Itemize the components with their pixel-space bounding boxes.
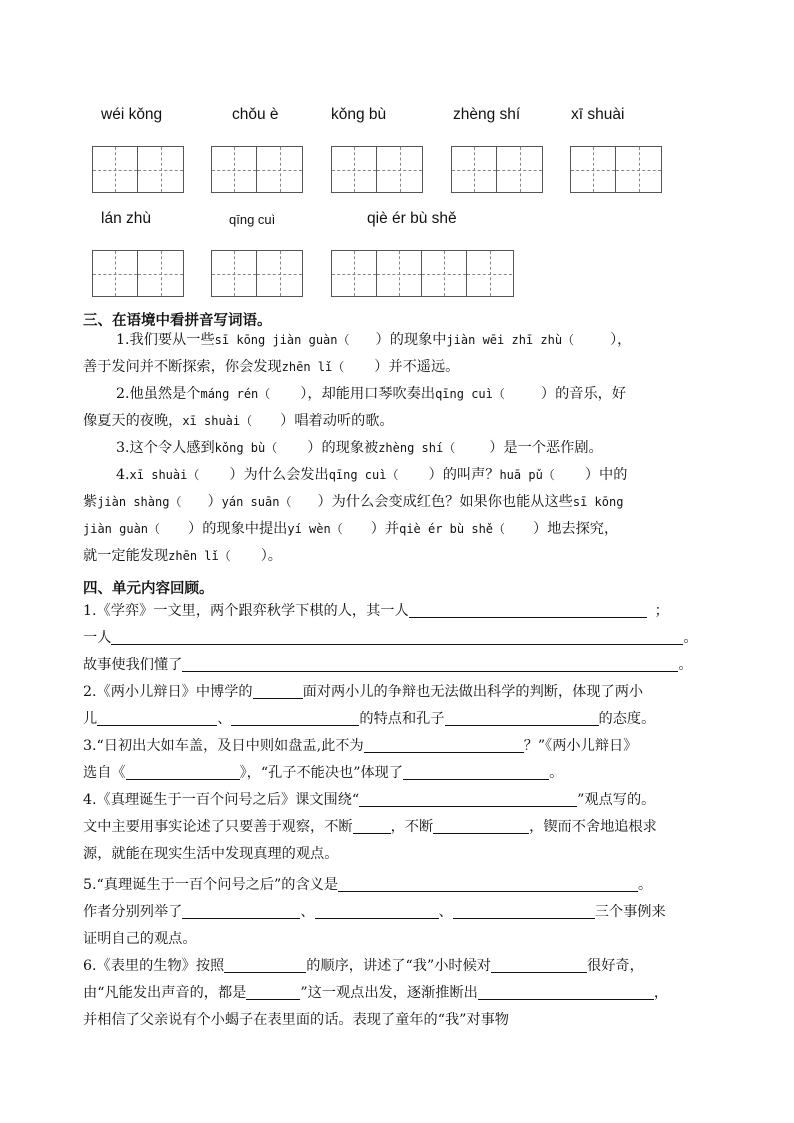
answer-blank[interactable]: [246, 983, 300, 1000]
s4-line: 6.《表里的生物》按照 的顺序，讲述了“我”小时候对 很好奇，: [83, 958, 644, 974]
q4-line1: 4.xī shuài（ ）为什么会发出qīng cuì（ ）的叫声？huā pǔ（ ）中的: [116, 467, 628, 483]
writing-grid[interactable]: [211, 250, 303, 297]
writing-grid[interactable]: [211, 146, 303, 193]
s4-line: 5.“真理诞生于一百个问号之后”的含义是 。: [83, 877, 653, 893]
answer-blank[interactable]: [182, 902, 300, 919]
answer-blank[interactable]: [97, 709, 217, 726]
section-3-title: 三、在语境中看拼音写词语。: [83, 312, 272, 329]
answer-blank[interactable]: [359, 790, 577, 807]
q4-line3: jiàn guàn（ ）的现象中提出yí wèn（ ）并qiè ér bù shě（ ）地去探究，: [83, 521, 619, 537]
answer-blank[interactable]: [364, 736, 524, 753]
q1-line1: 1.我们要从一些sī kōng jiàn guàn（ ）的现象中jiàn wēi zhī zhù（ ），: [116, 332, 632, 348]
answer-blank[interactable]: [409, 601, 647, 618]
answer-blank[interactable]: [433, 817, 529, 834]
answer-blank[interactable]: [445, 709, 599, 726]
q4-line4: 就一定能发现zhēn lǐ（ ）。: [83, 548, 282, 564]
pinyin-label: chǒu è: [232, 106, 279, 123]
pinyin-label: wéi kǒng: [101, 106, 163, 123]
s4-line: 文中主要用事实论述了只要善于观察，不断 ，不断 ，锲而不舍地追根求: [83, 819, 657, 835]
s4-line: 作者分别列举了 、 、 三个事例来: [83, 904, 666, 920]
answer-blank[interactable]: [253, 682, 303, 699]
s4-line: 选自《 》，“孔子不能决也”体现了 。: [83, 765, 564, 781]
answer-blank[interactable]: [403, 763, 549, 780]
writing-grid[interactable]: [451, 146, 543, 193]
answer-blank[interactable]: [224, 956, 306, 973]
pinyin-label: qiè ér bù shě: [367, 210, 457, 227]
answer-blank[interactable]: [111, 628, 683, 645]
pinyin-label: kǒng bù: [331, 106, 387, 123]
answer-blank[interactable]: [491, 956, 587, 973]
s4-line: 儿 、 的特点和孔子 的态度。: [83, 711, 656, 727]
answer-blank[interactable]: [353, 817, 391, 834]
s4-line: 证明自己的观点。: [83, 931, 197, 947]
q4-line2: 紫jiàn shàng（ ）yán suān（ ）为什么会变成红色？如果你也能从这些sī kōng: [83, 494, 624, 510]
s4-line: 一人 。: [83, 630, 698, 646]
s4-line: 由“凡能发出声音的，都是 ”这一观点出发，逐渐推断出 ，: [83, 985, 669, 1001]
answer-blank[interactable]: [453, 902, 595, 919]
s4-line: 2.《两小儿辩日》中博学的 面对两小儿的争辩也无法做出科学的判断，体现了两小: [83, 684, 644, 700]
answer-blank[interactable]: [231, 709, 359, 726]
q2-line2: 像夏天的夜晚，xī shuài（ ）唱着动听的歌。: [83, 413, 394, 429]
writing-grid[interactable]: [570, 146, 662, 193]
answer-blank[interactable]: [126, 763, 240, 780]
pinyin-label: qīng cuì: [229, 212, 276, 227]
pinyin-label: lán zhù: [101, 210, 151, 227]
pinyin-label: zhèng shí: [453, 106, 521, 123]
answer-blank[interactable]: [315, 902, 439, 919]
q1-line2: 善于发问并不断探索，你会发现zhēn lǐ（ ）并不遥远。: [83, 359, 460, 375]
answer-blank[interactable]: [338, 875, 638, 892]
writing-grid[interactable]: [331, 250, 514, 297]
s4-line: 4.《真理诞生于一百个问号之后》课文围绕“ ”观点写的。: [83, 792, 656, 808]
answer-blank[interactable]: [182, 655, 678, 672]
s4-line: 并相信了父亲说有个小蝎子在表里面的话。表现了童年的“我”对事物: [83, 1012, 509, 1028]
s4-line: 3.“日初出大如车盖，及日中则如盘盂,此不为 ？”《两小儿辩日》: [83, 738, 638, 754]
section-4-title: 四、单元内容回顾。: [83, 580, 214, 597]
pinyin-label: xī shuài: [571, 106, 625, 123]
s4-line: 1.《学弈》一文里，两个跟弈秋学下棋的人，其一人 ；: [83, 603, 669, 619]
q3-line: 3.这个令人感到kǒng bù（ ）的现象被zhèng shí（ ）是一个恶作剧。: [116, 440, 603, 456]
s4-line: 故事使我们懂了 。: [83, 657, 693, 673]
s4-line: 源，就能在现实生活中发现真理的观点。: [83, 846, 339, 862]
q2-line1: 2.他虽然是个máng rén（ ），却能用口琴吹奏出qīng cuì（ ）的音乐，好: [116, 386, 627, 402]
writing-grid[interactable]: [92, 250, 184, 297]
writing-grid[interactable]: [92, 146, 184, 193]
answer-blank[interactable]: [478, 983, 654, 1000]
writing-grid[interactable]: [331, 146, 423, 193]
